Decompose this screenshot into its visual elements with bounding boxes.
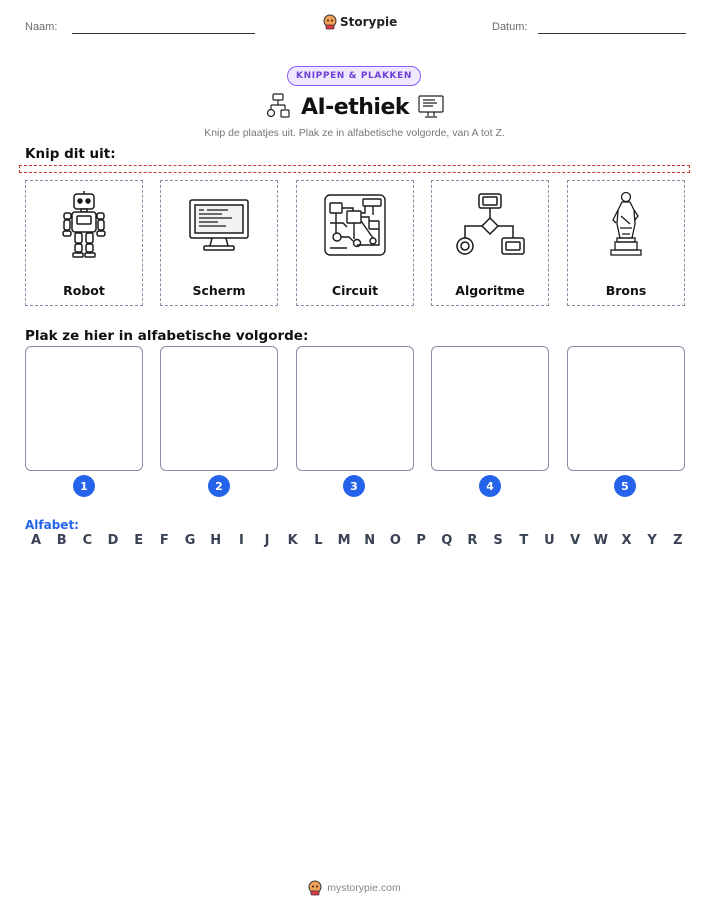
alphabet-letter: P: [416, 533, 426, 548]
footer: [0, 880, 709, 896]
alphabet-letter: H: [210, 533, 222, 548]
alphabet-letter: I: [238, 533, 244, 548]
monitor-mini-icon: [417, 94, 445, 120]
alphabet-letter: T: [519, 533, 529, 548]
paste-slot-2[interactable]: [160, 346, 278, 471]
cut-card-circuit[interactable]: [296, 180, 414, 306]
footer-url[interactable]: mystorypie.com: [327, 882, 401, 894]
name-line[interactable]: [72, 33, 255, 34]
cut-card-brons[interactable]: [567, 180, 685, 306]
alphabet-letter: Z: [673, 533, 683, 548]
alphabet-letter: N: [364, 533, 376, 548]
slot-number-1: 1: [73, 475, 95, 497]
alphabet-letter: U: [544, 533, 555, 548]
alphabet-row: [27, 533, 687, 548]
cut-card-algoritme[interactable]: [431, 180, 549, 306]
card-label: Algoritme: [455, 283, 525, 298]
alphabet-letter: E: [134, 533, 144, 548]
cut-line: [19, 165, 690, 173]
alphabet-letter: S: [493, 533, 503, 548]
statue-icon: [606, 190, 646, 260]
paste-slot-3[interactable]: [296, 346, 414, 471]
alphabet-letter: C: [82, 533, 93, 548]
alphabet-letter: D: [107, 533, 119, 548]
title-row: [254, 90, 454, 124]
alphabet-letter: K: [287, 533, 298, 548]
alphabet-letter: L: [314, 533, 323, 548]
slot-number-3: 3: [343, 475, 365, 497]
date-line[interactable]: [538, 33, 686, 34]
paste-slot-4[interactable]: [431, 346, 549, 471]
alphabet-letter: V: [570, 533, 581, 548]
instructions: Knip de plaatjes uit. Plak ze in alfabetische volgorde, van A tot Z.: [204, 127, 505, 139]
slot-number-5: 5: [614, 475, 636, 497]
alphabet-letter: F: [159, 533, 169, 548]
flowchart-mini-icon: [263, 92, 293, 122]
slot-number-4: 4: [479, 475, 501, 497]
paste-slot-5[interactable]: [567, 346, 685, 471]
alphabet-letter: Q: [441, 533, 453, 548]
paste-slot-1[interactable]: [25, 346, 143, 471]
card-label: Robot: [63, 283, 105, 298]
cut-card-robot[interactable]: [25, 180, 143, 306]
date-label: Datum:: [492, 21, 528, 33]
flowchart-icon: [455, 192, 525, 258]
card-label: Circuit: [331, 283, 379, 298]
cut-heading: Knip dit uit:: [25, 146, 116, 162]
alphabet-letter: G: [184, 533, 196, 548]
alphabet-heading: Alfabet:: [25, 518, 79, 532]
page-title: AI-ethiek: [300, 94, 410, 120]
alphabet-letter: X: [621, 533, 632, 548]
cut-card-scherm[interactable]: [160, 180, 278, 306]
circuit-icon: [323, 193, 387, 257]
alphabet-letter: M: [337, 533, 351, 548]
monitor-icon: [188, 197, 250, 253]
alphabet-letter: R: [467, 533, 478, 548]
alphabet-letter: W: [593, 533, 608, 548]
slot-number-2: 2: [208, 475, 230, 497]
brand-name: Storypie: [340, 15, 398, 29]
name-label: Naam:: [25, 21, 58, 33]
alphabet-letter: Y: [647, 533, 657, 548]
paste-heading: Plak ze hier in alfabetische volgorde:: [25, 328, 309, 344]
brand-logo: [323, 13, 397, 31]
card-label: Brons: [605, 283, 647, 298]
alphabet-letter: B: [56, 533, 67, 548]
storypie-mascot-icon: [308, 880, 322, 896]
storypie-mascot-icon: [323, 14, 337, 30]
activity-badge: KNIPPEN & PLAKKEN: [287, 66, 421, 86]
robot-icon: [59, 190, 109, 260]
alphabet-letter: A: [30, 533, 42, 548]
alphabet-letter: J: [264, 533, 270, 548]
alphabet-letter: O: [389, 533, 401, 548]
card-label: Scherm: [192, 283, 246, 298]
